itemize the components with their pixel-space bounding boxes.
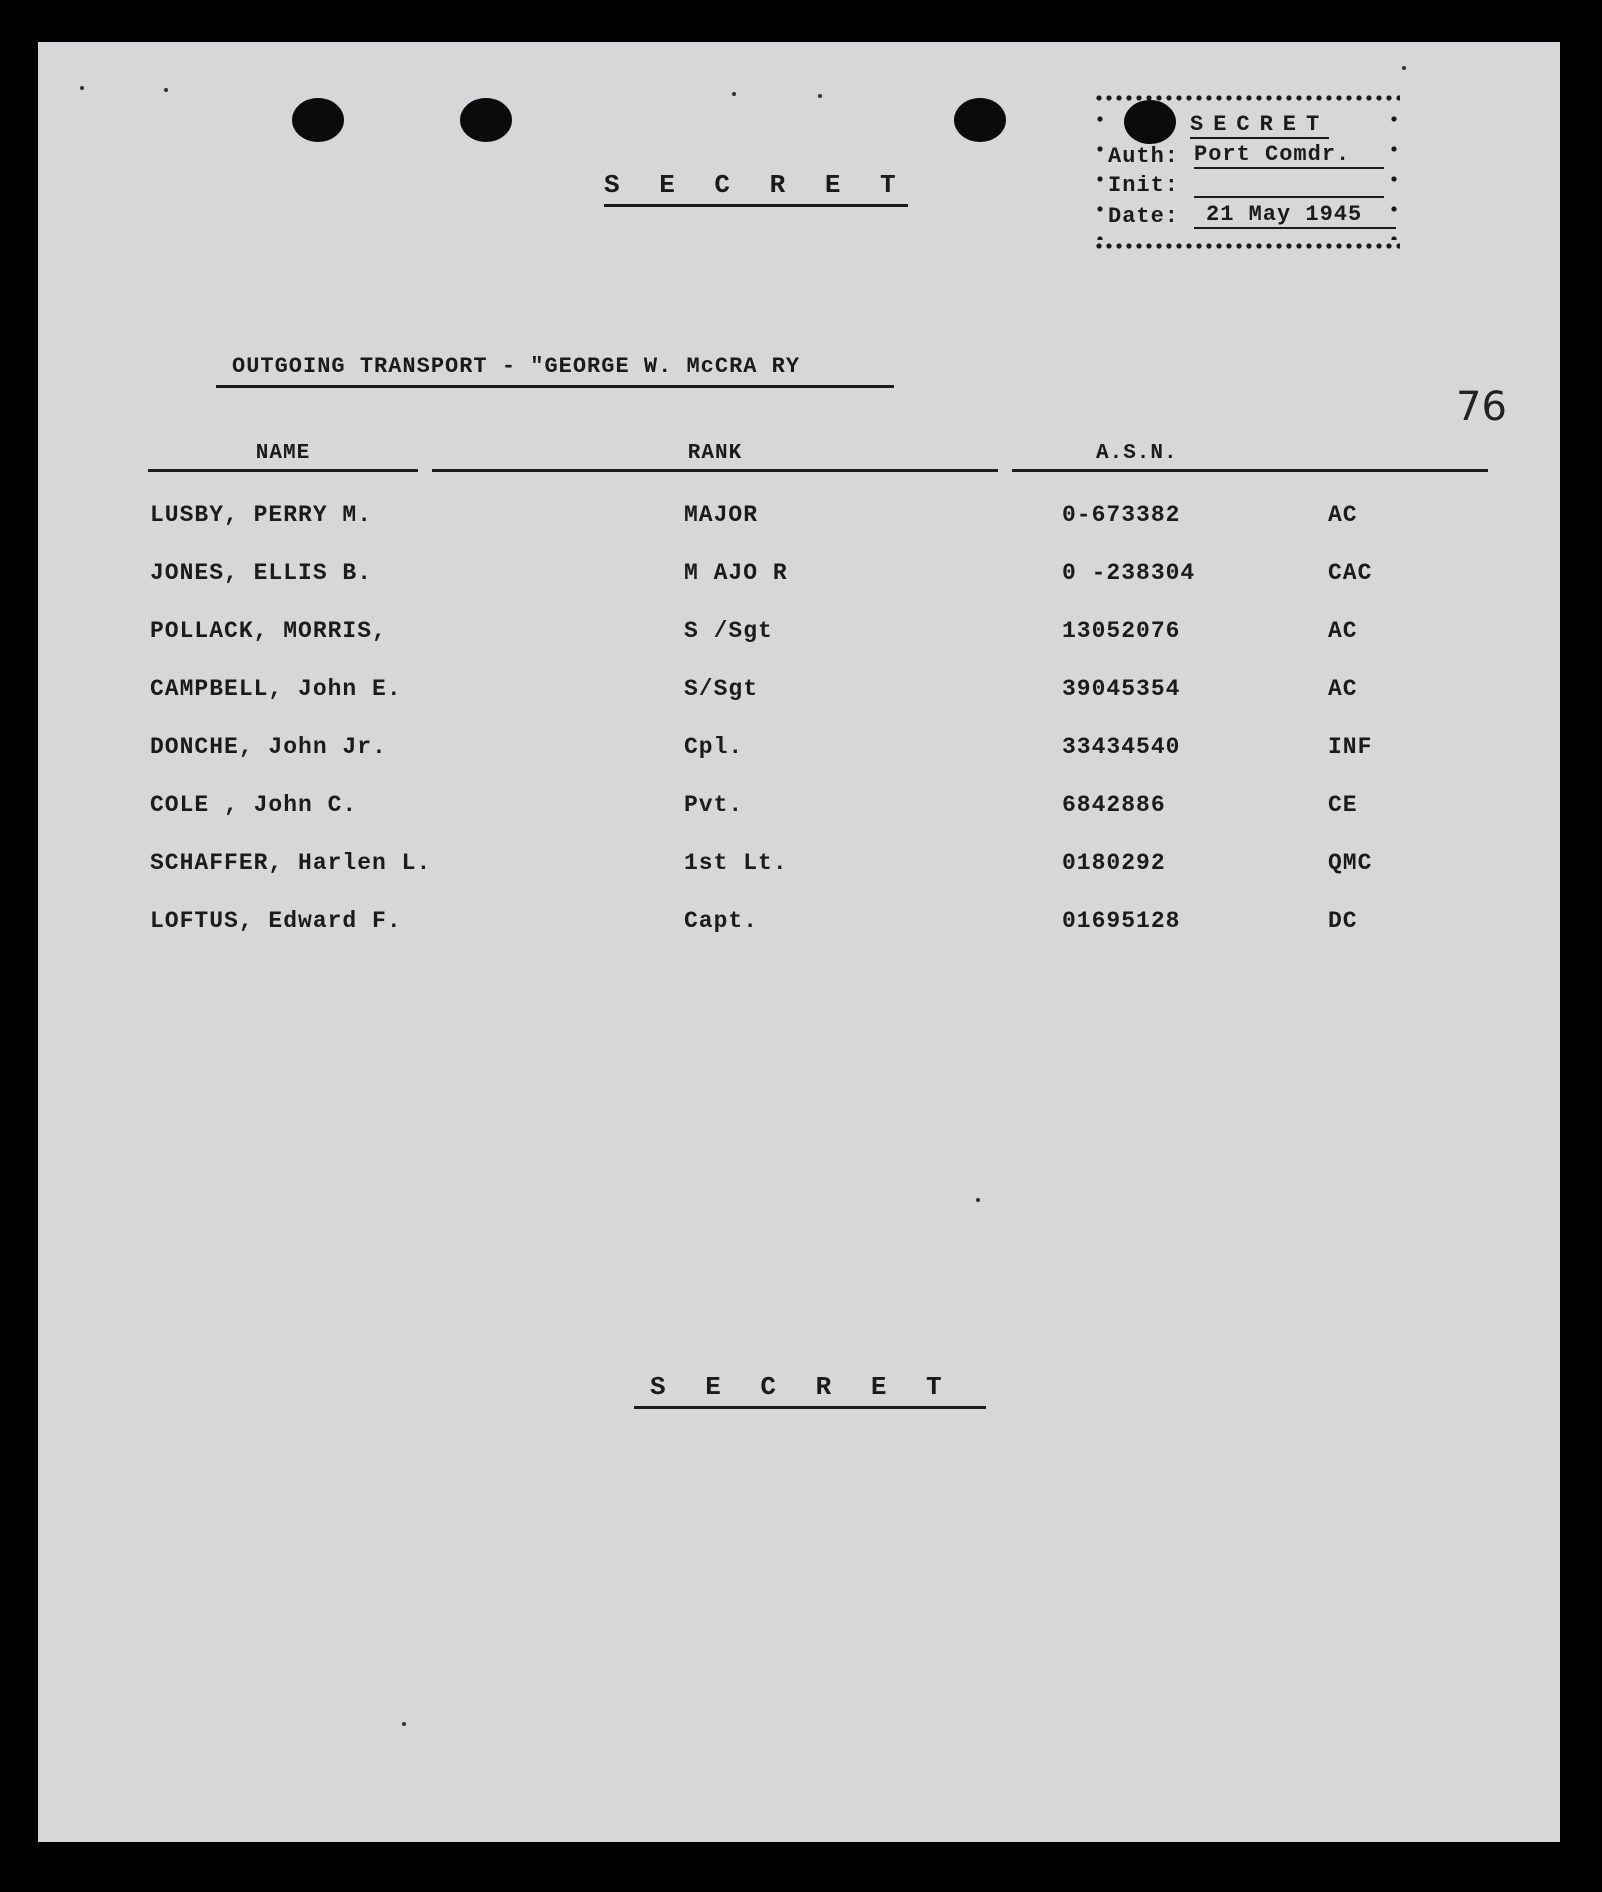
- cell-branch: CAC: [1328, 560, 1373, 586]
- cell-asn: 6842886: [1062, 792, 1166, 818]
- table-row: [38, 676, 1560, 716]
- cell-rank: MAJOR: [684, 502, 759, 528]
- cell-asn: 0180292: [1062, 850, 1166, 876]
- page-number: 76: [1456, 384, 1507, 430]
- speck: [164, 88, 168, 92]
- secret-footer: S E C R E T: [634, 1372, 986, 1409]
- cell-rank: Cpl.: [684, 734, 744, 760]
- speck: [976, 1198, 980, 1202]
- cell-branch: AC: [1328, 618, 1358, 644]
- stamp-border-left: [1094, 104, 1106, 240]
- table-row: [38, 792, 1560, 832]
- stamp-title-row: [1190, 112, 1329, 139]
- cell-name: LOFTUS, Edward F.: [150, 908, 402, 934]
- cell-asn: 39045354: [1062, 676, 1181, 702]
- cell-name: DONCHE, John Jr.: [150, 734, 387, 760]
- cell-asn: 01695128: [1062, 908, 1181, 934]
- stamp-init-value: [1194, 172, 1384, 198]
- speck: [402, 1722, 406, 1726]
- cell-branch: AC: [1328, 676, 1358, 702]
- cell-branch: AC: [1328, 502, 1358, 528]
- secret-header: S E C R E T: [604, 170, 908, 207]
- punch-hole: [292, 98, 344, 142]
- cell-asn: 0-673382: [1062, 502, 1181, 528]
- stamp-init-label: Init:: [1108, 173, 1180, 198]
- cell-asn: 33434540: [1062, 734, 1181, 760]
- classification-stamp: [1094, 92, 1400, 252]
- cell-branch: QMC: [1328, 850, 1373, 876]
- stamp-date-value: 21 May 1945: [1194, 202, 1396, 229]
- document-page: [38, 42, 1560, 1842]
- document-title: OUTGOING TRANSPORT - "GEORGE W. McCRA RY: [216, 354, 894, 388]
- table-row: [38, 502, 1560, 542]
- table-row: [38, 850, 1560, 890]
- punch-hole: [954, 98, 1006, 142]
- cell-branch: DC: [1328, 908, 1358, 934]
- cell-rank: S/Sgt: [684, 676, 759, 702]
- stamp-border-top: [1094, 92, 1400, 104]
- column-header-name: NAME: [148, 442, 418, 472]
- cell-rank: 1st Lt.: [684, 850, 788, 876]
- speck: [732, 92, 736, 96]
- stamp-title: SECRET: [1190, 112, 1330, 137]
- stamp-auth-label: Auth:: [1108, 144, 1180, 169]
- column-header-asn: A.S.N.: [1012, 442, 1488, 472]
- speck: [80, 86, 84, 90]
- cell-asn: 0 -238304: [1062, 560, 1196, 586]
- stamp-auth-value: Port Comdr.: [1194, 142, 1384, 169]
- punch-hole: [460, 98, 512, 142]
- cell-rank: S /Sgt: [684, 618, 773, 644]
- stamp-init-row: [1108, 172, 1384, 198]
- cell-asn: 13052076: [1062, 618, 1181, 644]
- cell-name: LUSBY, PERRY M.: [150, 502, 373, 528]
- cell-name: CAMPBELL, John E.: [150, 676, 402, 702]
- cell-name: JONES, ELLIS B.: [150, 560, 373, 586]
- column-header-rank: RANK: [432, 442, 998, 472]
- stamp-auth-row: [1108, 142, 1384, 169]
- cell-name: COLE , John C.: [150, 792, 358, 818]
- speck: [818, 94, 822, 98]
- stamp-date-label: Date:: [1108, 204, 1180, 229]
- table-row: [38, 908, 1560, 948]
- cell-branch: CE: [1328, 792, 1358, 818]
- table-row: [38, 734, 1560, 774]
- table-row: [38, 618, 1560, 658]
- table-row: [38, 560, 1560, 600]
- stamp-border-bottom: [1094, 240, 1400, 252]
- cell-rank: Pvt.: [684, 792, 744, 818]
- stamp-date-row: [1108, 202, 1396, 229]
- cell-branch: INF: [1328, 734, 1373, 760]
- speck: [1402, 66, 1406, 70]
- cell-rank: M AJO R: [684, 560, 788, 586]
- cell-name: POLLACK, MORRIS,: [150, 618, 387, 644]
- cell-name: SCHAFFER, Harlen L.: [150, 850, 432, 876]
- cell-rank: Capt.: [684, 908, 759, 934]
